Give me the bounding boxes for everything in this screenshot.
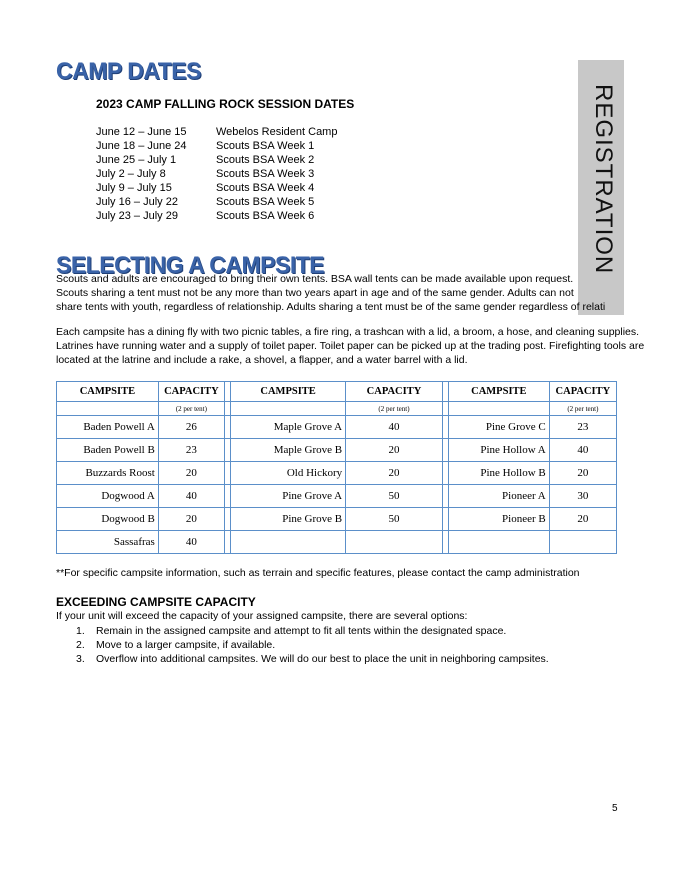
session-row xyxy=(96,153,337,167)
campsite-capacity: 40 xyxy=(346,416,443,439)
per-tent-note: (2 per tent) xyxy=(158,402,224,416)
campsite-capacity: 23 xyxy=(549,416,616,439)
campsite-name xyxy=(448,531,549,554)
table-row xyxy=(57,462,617,485)
paragraph-line: Scouts sharing a tent must not be any more than two years apart in age and of the same gender. Adults can not xyxy=(56,287,574,299)
campsite-name: Pine Grove C xyxy=(448,416,549,439)
campsite-capacity xyxy=(346,531,443,554)
campsite-name: Pine Grove B xyxy=(231,508,346,531)
campsite-name: Buzzards Roost xyxy=(57,462,159,485)
col-header-capacity: CAPACITY xyxy=(158,382,224,402)
session-date: July 9 – July 15 xyxy=(96,182,172,194)
campsite-capacity: 20 xyxy=(549,508,616,531)
table-cell xyxy=(231,402,346,416)
table-cell xyxy=(57,402,159,416)
paragraph-line: Scouts and adults are encouraged to bring their own tents. BSA wall tents can be made available upon request. xyxy=(56,273,574,285)
session-row xyxy=(96,139,337,153)
campsite-name: Dogwood A xyxy=(57,485,159,508)
session-program: Scouts BSA Week 4 xyxy=(216,182,315,194)
session-dates-title: 2023 CAMP FALLING ROCK SESSION DATES xyxy=(96,97,355,111)
exceeding-options-list xyxy=(76,624,549,666)
campsite-capacity: 40 xyxy=(549,439,616,462)
paragraph-line: share tents with youth, regardless of relationship. Adults sharing a tent must be of the same gender regardless of relati xyxy=(56,301,606,313)
col-header-capacity: CAPACITY xyxy=(549,382,616,402)
col-header-campsite: CAMPSITE xyxy=(57,382,159,402)
page-number: 5 xyxy=(612,803,618,814)
session-row xyxy=(96,209,337,223)
tent-policy-paragraph xyxy=(56,272,605,314)
per-tent-note: (2 per tent) xyxy=(549,402,616,416)
selecting-campsite-heading: SELECTING A CAMPSITE xyxy=(56,251,325,279)
campsite-name: Pioneer B xyxy=(448,508,549,531)
session-row xyxy=(96,167,337,181)
campsite-name: Maple Grove B xyxy=(231,439,346,462)
table-subheader-row xyxy=(57,402,617,416)
paragraph-line: located at the latrine and include a rake, a shovel, a flapper, and a water barrel with a lid. xyxy=(56,354,468,366)
list-item xyxy=(76,652,549,666)
table-row xyxy=(57,508,617,531)
campsite-capacity: 23 xyxy=(158,439,224,462)
exceeding-capacity-intro: If your unit will exceed the capacity of your assigned campsite, there are several options: xyxy=(56,610,468,622)
list-item xyxy=(76,638,549,652)
session-date: July 16 – July 22 xyxy=(96,196,178,208)
col-header-campsite: CAMPSITE xyxy=(448,382,549,402)
list-text: Overflow into additional campsites. We will do our best to place the unit in neighboring campsites. xyxy=(96,653,549,665)
session-program: Scouts BSA Week 5 xyxy=(216,196,315,208)
campsite-name: Maple Grove A xyxy=(231,416,346,439)
session-program: Webelos Resident Camp xyxy=(216,126,338,138)
session-date: June 18 – June 24 xyxy=(96,140,187,152)
campsite-name: Old Hickory xyxy=(231,462,346,485)
list-text: Move to a larger campsite, if available. xyxy=(96,639,276,651)
table-cell xyxy=(448,402,549,416)
campsite-capacity xyxy=(549,531,616,554)
session-program: Scouts BSA Week 1 xyxy=(216,140,315,152)
campsite-capacity: 50 xyxy=(346,485,443,508)
table-row xyxy=(57,485,617,508)
list-item xyxy=(76,624,549,638)
table-row xyxy=(57,439,617,462)
campsite-capacity: 20 xyxy=(549,462,616,485)
campsite-name: Pine Hollow A xyxy=(448,439,549,462)
table-row xyxy=(57,531,617,554)
session-date: July 2 – July 8 xyxy=(96,168,166,180)
campsite-name: Baden Powell B xyxy=(57,439,159,462)
campsite-capacity: 40 xyxy=(158,485,224,508)
list-text: Remain in the assigned campsite and attempt to fit all tents within the designated space. xyxy=(96,625,507,637)
per-tent-note: (2 per tent) xyxy=(346,402,443,416)
campsite-name: Sassafras xyxy=(57,531,159,554)
exceeding-capacity-title: EXCEEDING CAMPSITE CAPACITY xyxy=(56,595,256,609)
campsite-amenities-paragraph xyxy=(56,325,644,367)
list-number: 2. xyxy=(76,639,85,651)
campsite-capacity: 50 xyxy=(346,508,443,531)
col-header-campsite: CAMPSITE xyxy=(231,382,346,402)
session-date: June 12 – June 15 xyxy=(96,126,187,138)
campsite-capacity-table xyxy=(56,381,617,554)
campsite-name: Dogwood B xyxy=(57,508,159,531)
campsite-info-note: **For specific campsite information, such as terrain and specific features, please contact the camp administration xyxy=(56,567,580,579)
registration-tab-label: REGISTRATION xyxy=(590,84,617,275)
campsite-capacity: 20 xyxy=(346,439,443,462)
campsite-capacity: 20 xyxy=(158,462,224,485)
campsite-name: Baden Powell A xyxy=(57,416,159,439)
session-row xyxy=(96,195,337,209)
session-program: Scouts BSA Week 6 xyxy=(216,210,315,222)
campsite-capacity: 30 xyxy=(549,485,616,508)
session-program: Scouts BSA Week 2 xyxy=(216,154,315,166)
campsite-name: Pine Grove A xyxy=(231,485,346,508)
campsite-capacity: 40 xyxy=(158,531,224,554)
paragraph-line: Each campsite has a dining fly with two picnic tables, a fire ring, a trashcan with a lid, a broom, a hose, and cleaning supplies. xyxy=(56,326,640,338)
table-header-row xyxy=(57,382,617,402)
session-date: June 25 – July 1 xyxy=(96,154,177,166)
table-row xyxy=(57,416,617,439)
session-date: July 23 – July 29 xyxy=(96,210,178,222)
camp-dates-heading: CAMP DATES xyxy=(56,57,201,85)
session-row xyxy=(96,125,337,139)
session-dates-list xyxy=(96,125,337,223)
campsite-name xyxy=(231,531,346,554)
session-program: Scouts BSA Week 3 xyxy=(216,168,315,180)
list-number: 1. xyxy=(76,625,85,637)
list-number: 3. xyxy=(76,653,85,665)
campsite-name: Pine Hollow B xyxy=(448,462,549,485)
campsite-capacity: 20 xyxy=(158,508,224,531)
paragraph-line: Latrines have running water and a supply of toilet paper. Toilet paper can be picked up at the trading post. Firefighting tools are xyxy=(56,340,645,352)
campsite-name: Pioneer A xyxy=(448,485,549,508)
col-header-capacity: CAPACITY xyxy=(346,382,443,402)
session-row xyxy=(96,181,337,195)
campsite-capacity: 26 xyxy=(158,416,224,439)
campsite-capacity: 20 xyxy=(346,462,443,485)
